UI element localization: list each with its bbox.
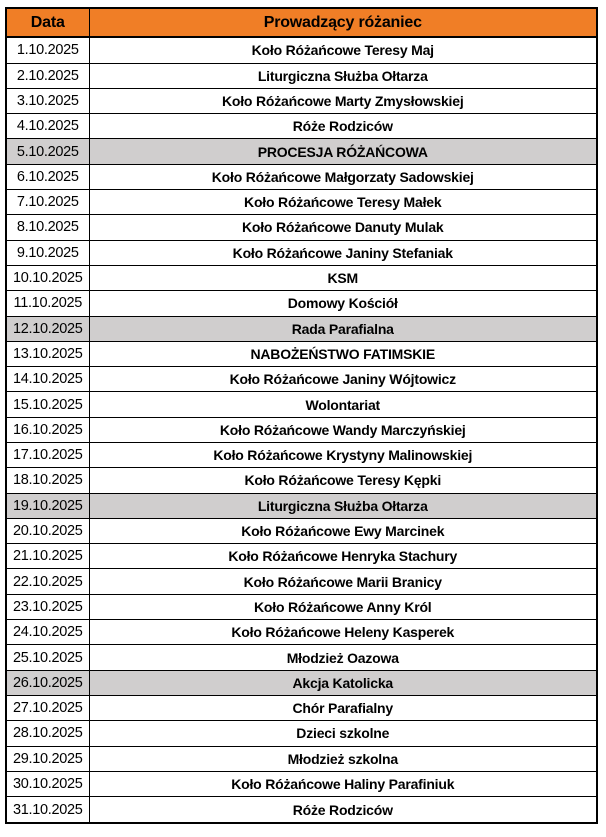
table-row [6, 114, 597, 139]
table-row [6, 645, 597, 670]
date-cell: 10.10.2025 [6, 265, 89, 290]
leader-cell: Koło Różańcowe Marii Branicy [89, 569, 597, 594]
table-row [6, 341, 597, 366]
date-cell: 4.10.2025 [6, 114, 89, 139]
table-row [6, 240, 597, 265]
leader-cell: NABOŻEŃSTWO FATIMSKIE [89, 341, 597, 366]
leader-cell: Akcja Katolicka [89, 670, 597, 695]
table-row [6, 594, 597, 619]
table-row [6, 291, 597, 316]
table-row [6, 88, 597, 113]
leader-cell: Koło Różańcowe Janiny Wójtowicz [89, 367, 597, 392]
leader-cell: Koło Różańcowe Janiny Stefaniak [89, 240, 597, 265]
table-row [6, 63, 597, 88]
leader-cell: Rada Parafialna [89, 316, 597, 341]
table-body [6, 37, 597, 823]
leader-cell: Koło Różańcowe Haliny Parafiniuk [89, 771, 597, 796]
leader-cell: Koło Różańcowe Teresy Małek [89, 190, 597, 215]
leader-cell: Koło Różańcowe Ewy Marcinek [89, 518, 597, 543]
leader-cell: Koło Różańcowe Anny Król [89, 594, 597, 619]
date-cell: 27.10.2025 [6, 695, 89, 720]
date-cell: 24.10.2025 [6, 620, 89, 645]
leader-cell: Koło Różańcowe Teresy Kępki [89, 468, 597, 493]
date-cell: 13.10.2025 [6, 341, 89, 366]
leader-cell: KSM [89, 265, 597, 290]
table-row [6, 746, 597, 771]
leader-cell: Koło Różańcowe Marty Zmysłowskiej [89, 88, 597, 113]
leader-cell: Koło Różańcowe Henryka Stachury [89, 544, 597, 569]
table-row [6, 215, 597, 240]
date-cell: 16.10.2025 [6, 417, 89, 442]
date-cell: 17.10.2025 [6, 443, 89, 468]
table-row [6, 392, 597, 417]
date-cell: 19.10.2025 [6, 493, 89, 518]
table-row [6, 518, 597, 543]
leader-cell: Koło Różańcowe Małgorzaty Sadowskiej [89, 164, 597, 189]
table-row [6, 670, 597, 695]
table-row [6, 695, 597, 720]
date-cell: 1.10.2025 [6, 37, 89, 63]
leader-cell: Chór Parafialny [89, 695, 597, 720]
leader-cell: Koło Różańcowe Danuty Mulak [89, 215, 597, 240]
date-cell: 31.10.2025 [6, 797, 89, 823]
leader-cell: Młodzież szkolna [89, 746, 597, 771]
leader-cell: Koło Różańcowe Teresy Maj [89, 37, 597, 63]
date-cell: 5.10.2025 [6, 139, 89, 164]
date-cell: 30.10.2025 [6, 771, 89, 796]
table-row [6, 569, 597, 594]
date-cell: 7.10.2025 [6, 190, 89, 215]
table-header-row [6, 8, 597, 37]
leader-cell: PROCESJA RÓŻAŃCOWA [89, 139, 597, 164]
date-cell: 8.10.2025 [6, 215, 89, 240]
leader-cell: Młodzież Oazowa [89, 645, 597, 670]
leader-cell: Wolontariat [89, 392, 597, 417]
leader-cell: Koło Różańcowe Heleny Kasperek [89, 620, 597, 645]
table-row [6, 417, 597, 442]
leader-cell: Róże Rodziców [89, 114, 597, 139]
table-row [6, 493, 597, 518]
table-row [6, 468, 597, 493]
date-cell: 11.10.2025 [6, 291, 89, 316]
date-cell: 25.10.2025 [6, 645, 89, 670]
date-cell: 23.10.2025 [6, 594, 89, 619]
header-cell-date: Data [6, 8, 89, 37]
table-row [6, 797, 597, 823]
rosary-schedule-table [5, 7, 598, 824]
date-cell: 20.10.2025 [6, 518, 89, 543]
date-cell: 28.10.2025 [6, 721, 89, 746]
date-cell: 12.10.2025 [6, 316, 89, 341]
date-cell: 6.10.2025 [6, 164, 89, 189]
table-row [6, 316, 597, 341]
table-row [6, 139, 597, 164]
date-cell: 2.10.2025 [6, 63, 89, 88]
date-cell: 15.10.2025 [6, 392, 89, 417]
leader-cell: Koło Różańcowe Wandy Marczyńskiej [89, 417, 597, 442]
date-cell: 21.10.2025 [6, 544, 89, 569]
table-row [6, 367, 597, 392]
date-cell: 18.10.2025 [6, 468, 89, 493]
leader-cell: Róże Rodziców [89, 797, 597, 823]
date-cell: 9.10.2025 [6, 240, 89, 265]
leader-cell: Koło Różańcowe Krystyny Malinowskiej [89, 443, 597, 468]
date-cell: 3.10.2025 [6, 88, 89, 113]
date-cell: 26.10.2025 [6, 670, 89, 695]
table-row [6, 544, 597, 569]
leader-cell: Domowy Kościół [89, 291, 597, 316]
date-cell: 22.10.2025 [6, 569, 89, 594]
date-cell: 14.10.2025 [6, 367, 89, 392]
table-row [6, 721, 597, 746]
table-row [6, 620, 597, 645]
table-row [6, 771, 597, 796]
leader-cell: Liturgiczna Służba Ołtarza [89, 63, 597, 88]
leader-cell: Liturgiczna Służba Ołtarza [89, 493, 597, 518]
header-cell-leader: Prowadzący różaniec [89, 8, 597, 37]
table-row [6, 37, 597, 63]
table-row [6, 443, 597, 468]
table-row [6, 164, 597, 189]
leader-cell: Dzieci szkolne [89, 721, 597, 746]
table-row [6, 265, 597, 290]
table-row [6, 190, 597, 215]
date-cell: 29.10.2025 [6, 746, 89, 771]
